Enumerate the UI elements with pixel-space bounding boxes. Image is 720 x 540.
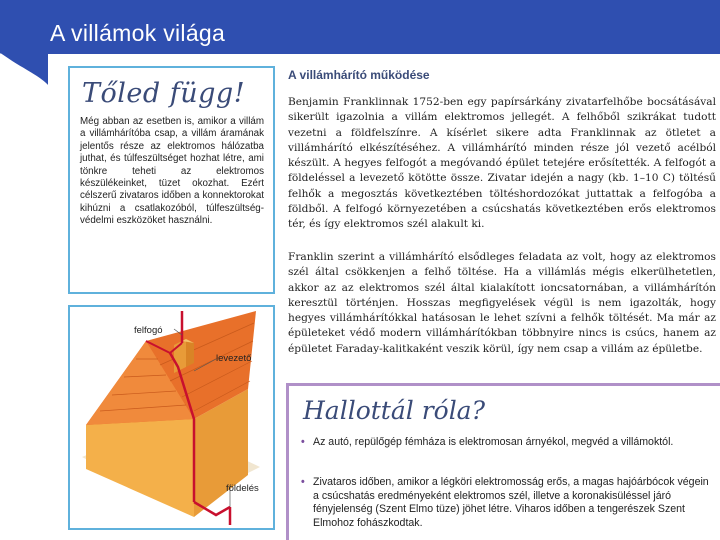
did-you-know-box — [286, 383, 720, 540]
label-grounding: földelés — [226, 483, 259, 494]
info-box-text: Még abban az esetben is, amikor a villám a villámhárítóba csap, a villám áramának jelentős része az elektromos hálózatba juthat, és túlfeszültséget hozhat létre, ami tönkre teheti az elektromos készülékeinket, tüzet okozhat. Ezért célszerű zivataros időben a konnektorokat kihúzni a csatlakozóból, túlfeszültség-védelmi eszközöket használni. — [80, 116, 264, 227]
bullet-dot-icon: • — [301, 436, 305, 448]
house-figure — [68, 305, 275, 530]
bullet-text: Zivataros időben, amikor a légköri elektromosság erős, a magas hajóárbócok végein a csúcshatás eredményeként elektromos szél, illetve a koronakisüléssel járó fényjelenség (Szent Elmo tüze) jöhet létre. Viharos időben a tengerészek Szent Elmohoz fohászkodtak. — [313, 476, 709, 529]
did-you-know-bullet — [301, 476, 715, 530]
article-title: A villámhárító működése — [288, 68, 430, 82]
label-down-conductor: levezető — [216, 353, 252, 364]
house-illustration — [70, 307, 275, 530]
bullet-dot-icon: • — [301, 476, 305, 488]
info-box-content — [68, 66, 275, 294]
bullet-text: Az autó, repülőgép fémháza is elektromosan árnyékol, megvéd a villámoktól. — [313, 436, 674, 448]
did-you-know-heading: Hallottál róla? — [303, 396, 485, 425]
article-paragraph-2: Franklin szerint a villámhárító elsődleges feladata az volt, hogy az elektromos szél által csökkenjen a felhő töltése. Ha a villámlás mégis elkerülhetetlen, akkor az az elektromos szél által kialakított ioncsatornában, a villámhárítón keresztül történjen. Hosszas megfigyelések végül is nem igazolták, hogy hegyes villámhárítókkal hatásosan le lehet szívni a felhők töltését. Ma már az épületeket védő modern villámhárítókban többnyire nincs is csúcs, hanem az épületet Faraday-kalitkaként veszik körül, így nem csap a villám az épületbe. — [288, 251, 716, 355]
slide-title: A villámok világa — [50, 20, 226, 46]
label-air-terminal: felfogó — [134, 325, 163, 336]
article-paragraph-1: Benjamin Franklinnak 1752-ben egy papírsárkány zivatarfelhőbe bocsátásával sikerült igazolnia a villám elektromos jellegét. A felhőből szikrákat tudott vezetni a földfelszínre. A kísérlet sikere adta Franklinnak az ötletet a villámhárító elkészítéséhez. A villámhárító minden része jól vezető acélból készült. A hegyes felfogót a megóvandó épület tetejére erősítették. A felfogót a földeléssel a levezető kötötte össze. Zivatar idején a nagy (kb. 1–10 C) töltésű felhők a megosztás következtében töltéshordozókat juttattak a felfogóba a földből. A felfogó környezetében a csúcshatás következtében erős elektromos tér, és így elektromos szél alakult ki. — [288, 96, 716, 231]
did-you-know-bullet — [301, 436, 715, 450]
info-box-heading: Tőled függ! — [82, 78, 246, 109]
